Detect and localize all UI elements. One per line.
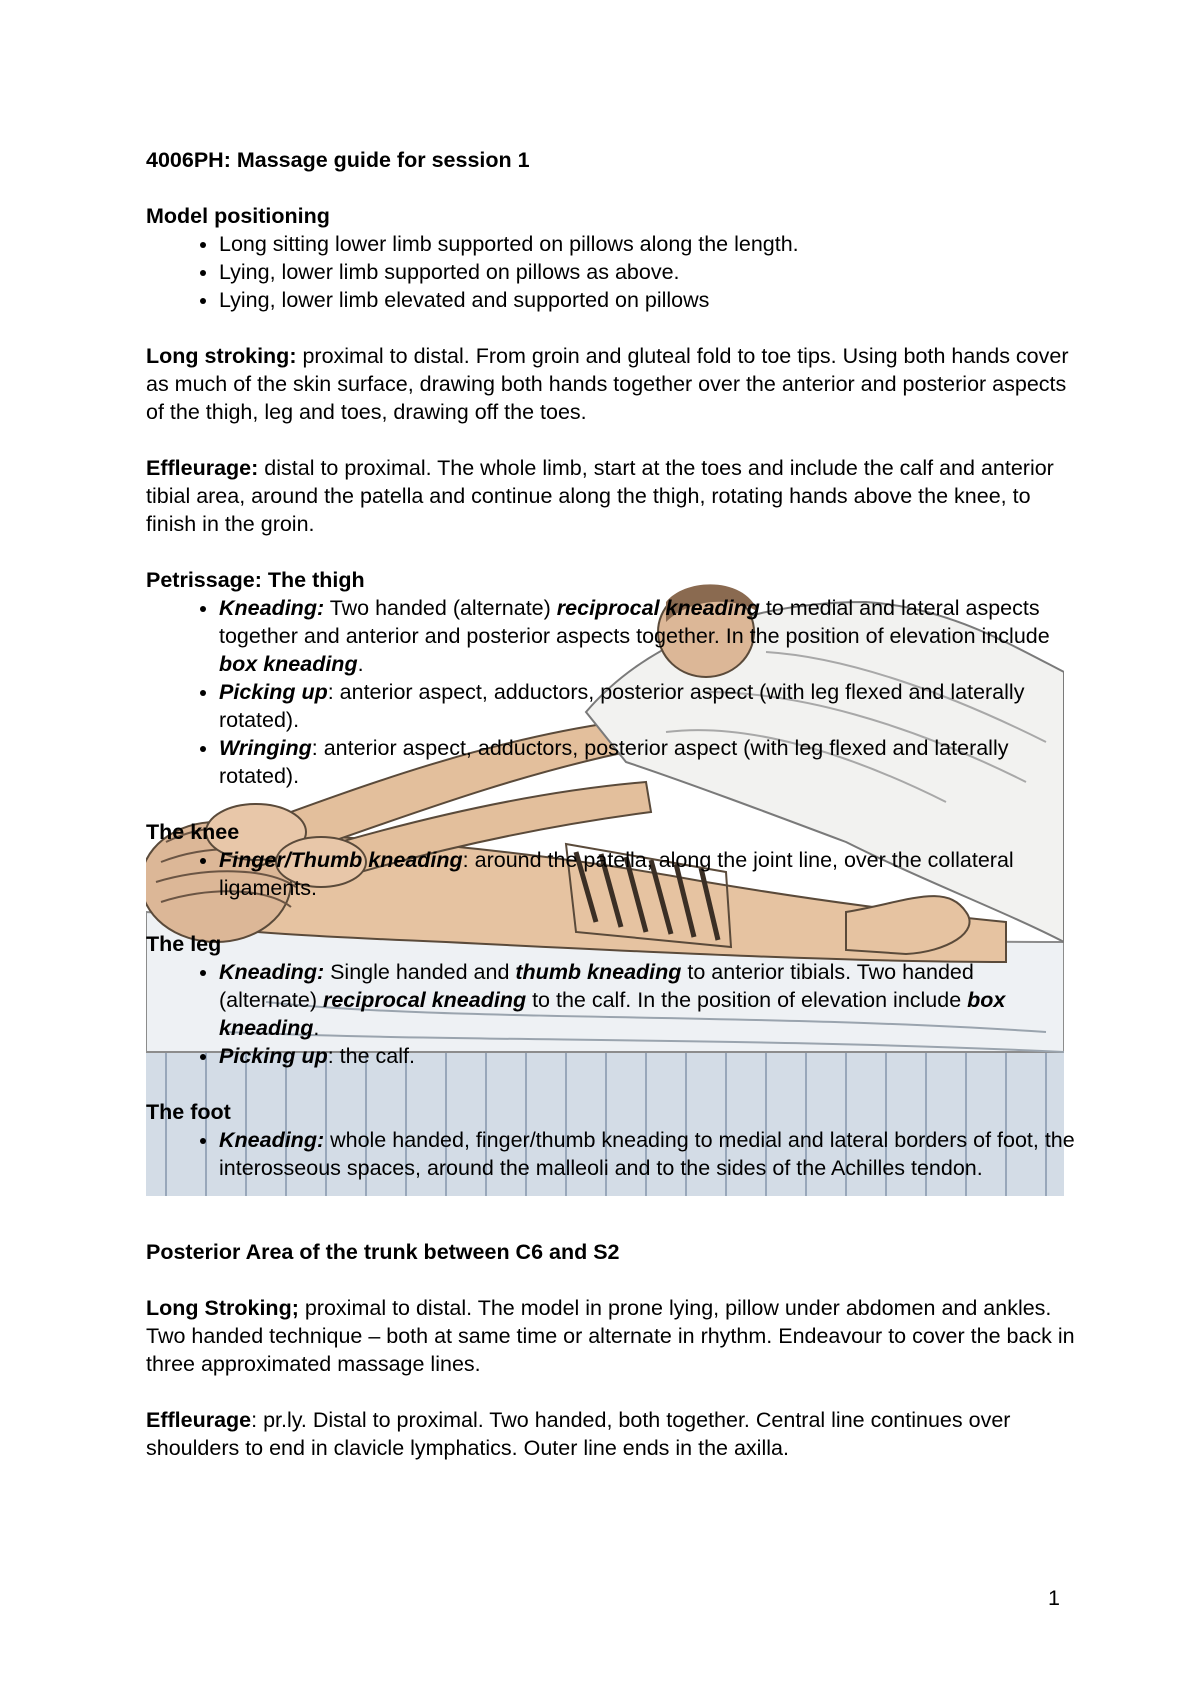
item-text: .: [357, 652, 364, 676]
list-item: [219, 594, 1076, 678]
item-text: whole handed, finger/thumb kneading to medial and lateral borders of foot, the interosseous spaces, around the malleoli and to the sides of the Achilles tendon.: [219, 1128, 1075, 1180]
long-stroking-text: proximal to distal. From groin and gluteal fold to toe tips. Using both hands cover as much of the skin surface, drawing both hands together over the anterior and posterior aspects of the thigh, leg and toes, drawing off the toes.: [146, 344, 1069, 424]
finger-thumb-label: Finger/Thumb kneading: [219, 848, 463, 872]
petrissage-list: [146, 594, 1076, 790]
trunk-long-stroking-label: Long Stroking;: [146, 1296, 299, 1320]
item-text: Single handed and: [324, 960, 516, 984]
list-item: [219, 846, 1076, 902]
item-text: : around the patella, along the joint line, over the collateral ligaments.: [219, 848, 1014, 900]
kneading-label: Kneading:: [219, 596, 325, 620]
item-text: to medial and lateral aspects together and anterior and posterior aspects together. In the position of elevation include: [219, 596, 1050, 648]
trunk-effleurage-text: : pr.ly. Distal to proximal. Two handed, both together. Central line continues over shoulders to end in clavicle lymphatics. Outer line ends in the axilla.: [146, 1408, 1011, 1460]
effleurage-label: Effleurage:: [146, 456, 259, 480]
foot-heading: The foot: [146, 1100, 231, 1124]
model-positioning-list: [146, 230, 1076, 314]
knee-list: [146, 846, 1076, 902]
emphasis-term: box kneading: [219, 652, 358, 676]
item-text: : anterior aspect, adductors, posterior aspect (with leg flexed and laterally rotated).: [219, 736, 1009, 788]
long-stroking-paragraph: [146, 342, 1076, 426]
list-item: [219, 1042, 1076, 1070]
trunk-long-stroking-text: proximal to distal. The model in prone lying, pillow under abdomen and ankles. Two handed technique – both at same time or alternate in rhythm. Endeavour to cover the back in three approximated massage lines.: [146, 1296, 1075, 1376]
item-text: to the calf. In the position of elevation include: [526, 988, 968, 1012]
model-positioning-heading: Model positioning: [146, 204, 330, 228]
emphasis-term: reciprocal kneading: [322, 988, 527, 1012]
leg-list: [146, 958, 1076, 1070]
trunk-effleurage-label: Effleurage: [146, 1408, 252, 1432]
effleurage-paragraph: [146, 454, 1076, 538]
item-text: : the calf.: [327, 1044, 415, 1068]
trunk-heading: Posterior Area of the trunk between C6 and S2: [146, 1240, 620, 1264]
document-body: [146, 146, 1076, 1490]
foot-list: [146, 1126, 1076, 1182]
spacer: [146, 1266, 1076, 1294]
petrissage-heading: Petrissage: The thigh: [146, 568, 365, 592]
item-text: Two handed (alternate): [324, 596, 557, 620]
kneading-label: Kneading:: [219, 960, 325, 984]
list-item: [219, 678, 1076, 734]
list-item: [219, 734, 1076, 790]
item-text: to anterior tibials. Two handed (alternate): [219, 960, 974, 1012]
list-item: [219, 1126, 1076, 1182]
emphasis-term: box kneading: [219, 988, 1006, 1040]
wringing-label: Wringing: [219, 736, 312, 760]
effleurage-text: distal to proximal. The whole limb, start at the toes and include the calf and anterior tibial area, around the patella and continue along the thigh, rotating hands above the knee, to finish in the groin.: [146, 456, 1054, 536]
kneading-label: Kneading:: [219, 1128, 325, 1152]
long-stroking-label: Long stroking:: [146, 344, 297, 368]
list-item: • Long sitting lower limb supported on pillows along the length.: [219, 230, 1076, 258]
item-text: .: [313, 1016, 320, 1040]
document-title: 4006PH: Massage guide for session 1: [146, 148, 530, 172]
picking-up-label: Picking up: [219, 680, 328, 704]
emphasis-term: thumb kneading: [515, 960, 682, 984]
leg-heading: The leg: [146, 932, 222, 956]
knee-heading: The knee: [146, 820, 240, 844]
page-number: 1: [1048, 1586, 1060, 1610]
item-text: : anterior aspect, adductors, posterior aspect (with leg flexed and laterally rotated).: [219, 680, 1025, 732]
emphasis-term: reciprocal kneading: [556, 596, 760, 620]
list-item: • Lying, lower limb elevated and supported on pillows: [219, 286, 1076, 314]
list-item: [219, 958, 1076, 1042]
picking-up-label: Picking up: [219, 1044, 328, 1068]
list-item: • Lying, lower limb supported on pillows as above.: [219, 258, 1076, 286]
trunk-long-stroking-paragraph: [146, 1294, 1076, 1378]
spacer: [146, 1182, 1076, 1238]
trunk-effleurage-paragraph: [146, 1406, 1076, 1462]
